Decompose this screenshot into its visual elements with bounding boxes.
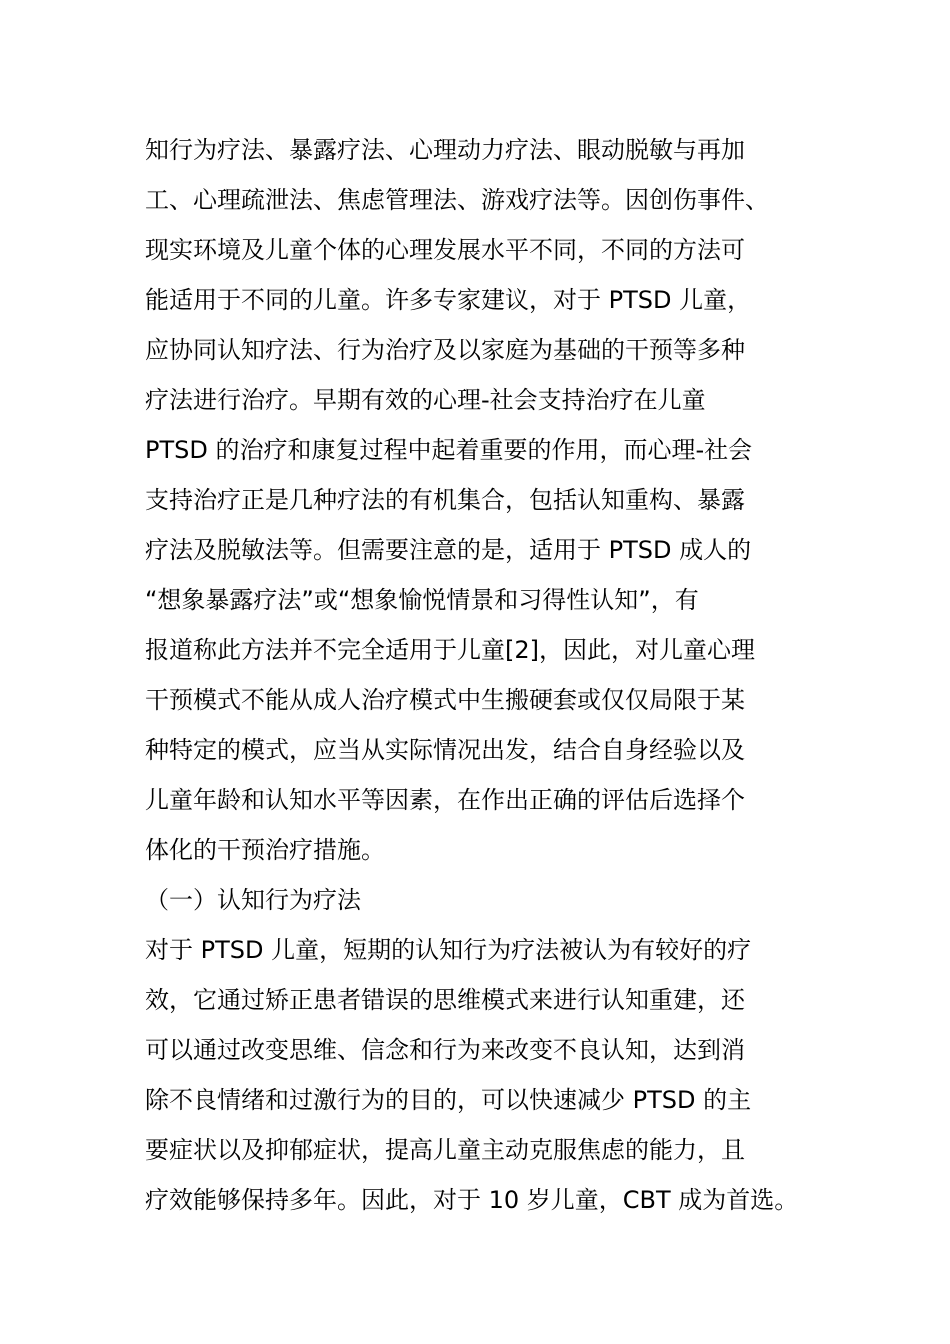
section-heading: （一）认知行为疗法 xyxy=(145,886,361,914)
paragraph-line: 应协同认知疗法、行为治疗及以家庭为基础的干预等多种 xyxy=(145,336,745,364)
paragraph-line: 现实环境及儿童个体的心理发展水平不同，不同的方法可 xyxy=(145,236,745,264)
paragraph-line: 除不良情绪和过激行为的目的，可以快速减少 PTSD 的主 xyxy=(145,1086,752,1114)
paragraph-line: 对于 PTSD 儿童，短期的认知行为疗法被认为有较好的疗 xyxy=(145,936,752,964)
paragraph-line: 儿童年龄和认知水平等因素，在作出正确的评估后选择个 xyxy=(145,786,745,814)
paragraph-line: 效，它通过矫正患者错误的思维模式来进行认知重建，还 xyxy=(145,986,745,1014)
paragraph-line: 可以通过改变思维、信念和行为来改变不良认知，达到消 xyxy=(145,1036,745,1064)
paragraph-line: 知行为疗法、暴露疗法、心理动力疗法、眼动脱敏与再加 xyxy=(145,136,745,164)
paragraph-line: 支持治疗正是几种疗法的有机集合，包括认知重构、暴露 xyxy=(145,486,745,514)
paragraph-line: 疗法及脱敏法等。但需要注意的是，适用于 PTSD 成人的 xyxy=(145,536,752,564)
paragraph-line: 工、心理疏泄法、焦虑管理法、游戏疗法等。因创伤事件、 xyxy=(145,186,769,214)
paragraph-line: 报道称此方法并不完全适用于儿童[2]，因此，对儿童心理 xyxy=(145,636,755,664)
paragraph-line: 干预模式不能从成人治疗模式中生搬硬套或仅仅局限于某 xyxy=(145,686,745,714)
paragraph-line: 能适用于不同的儿童。许多专家建议，对于 PTSD 儿童， xyxy=(145,286,752,314)
paragraph-line: 疗法进行治疗。早期有效的心理-社会支持治疗在儿童 xyxy=(145,386,706,414)
paragraph-line: 体化的干预治疗措施。 xyxy=(145,836,385,864)
paragraph-line: 疗效能够保持多年。因此，对于 10 岁儿童，CBT 成为首选。 xyxy=(145,1186,799,1214)
paragraph-line: “想象暴露疗法”或“想象愉悦情景和习得性认知”，有 xyxy=(145,586,699,614)
paragraph-line: 要症状以及抑郁症状，提高儿童主动克服焦虑的能力，且 xyxy=(145,1136,745,1164)
paragraph-line: PTSD 的治疗和康复过程中起着重要的作用，而心理-社会 xyxy=(145,436,753,464)
paragraph-line: 种特定的模式，应当从实际情况出发，结合自身经验以及 xyxy=(145,736,745,764)
